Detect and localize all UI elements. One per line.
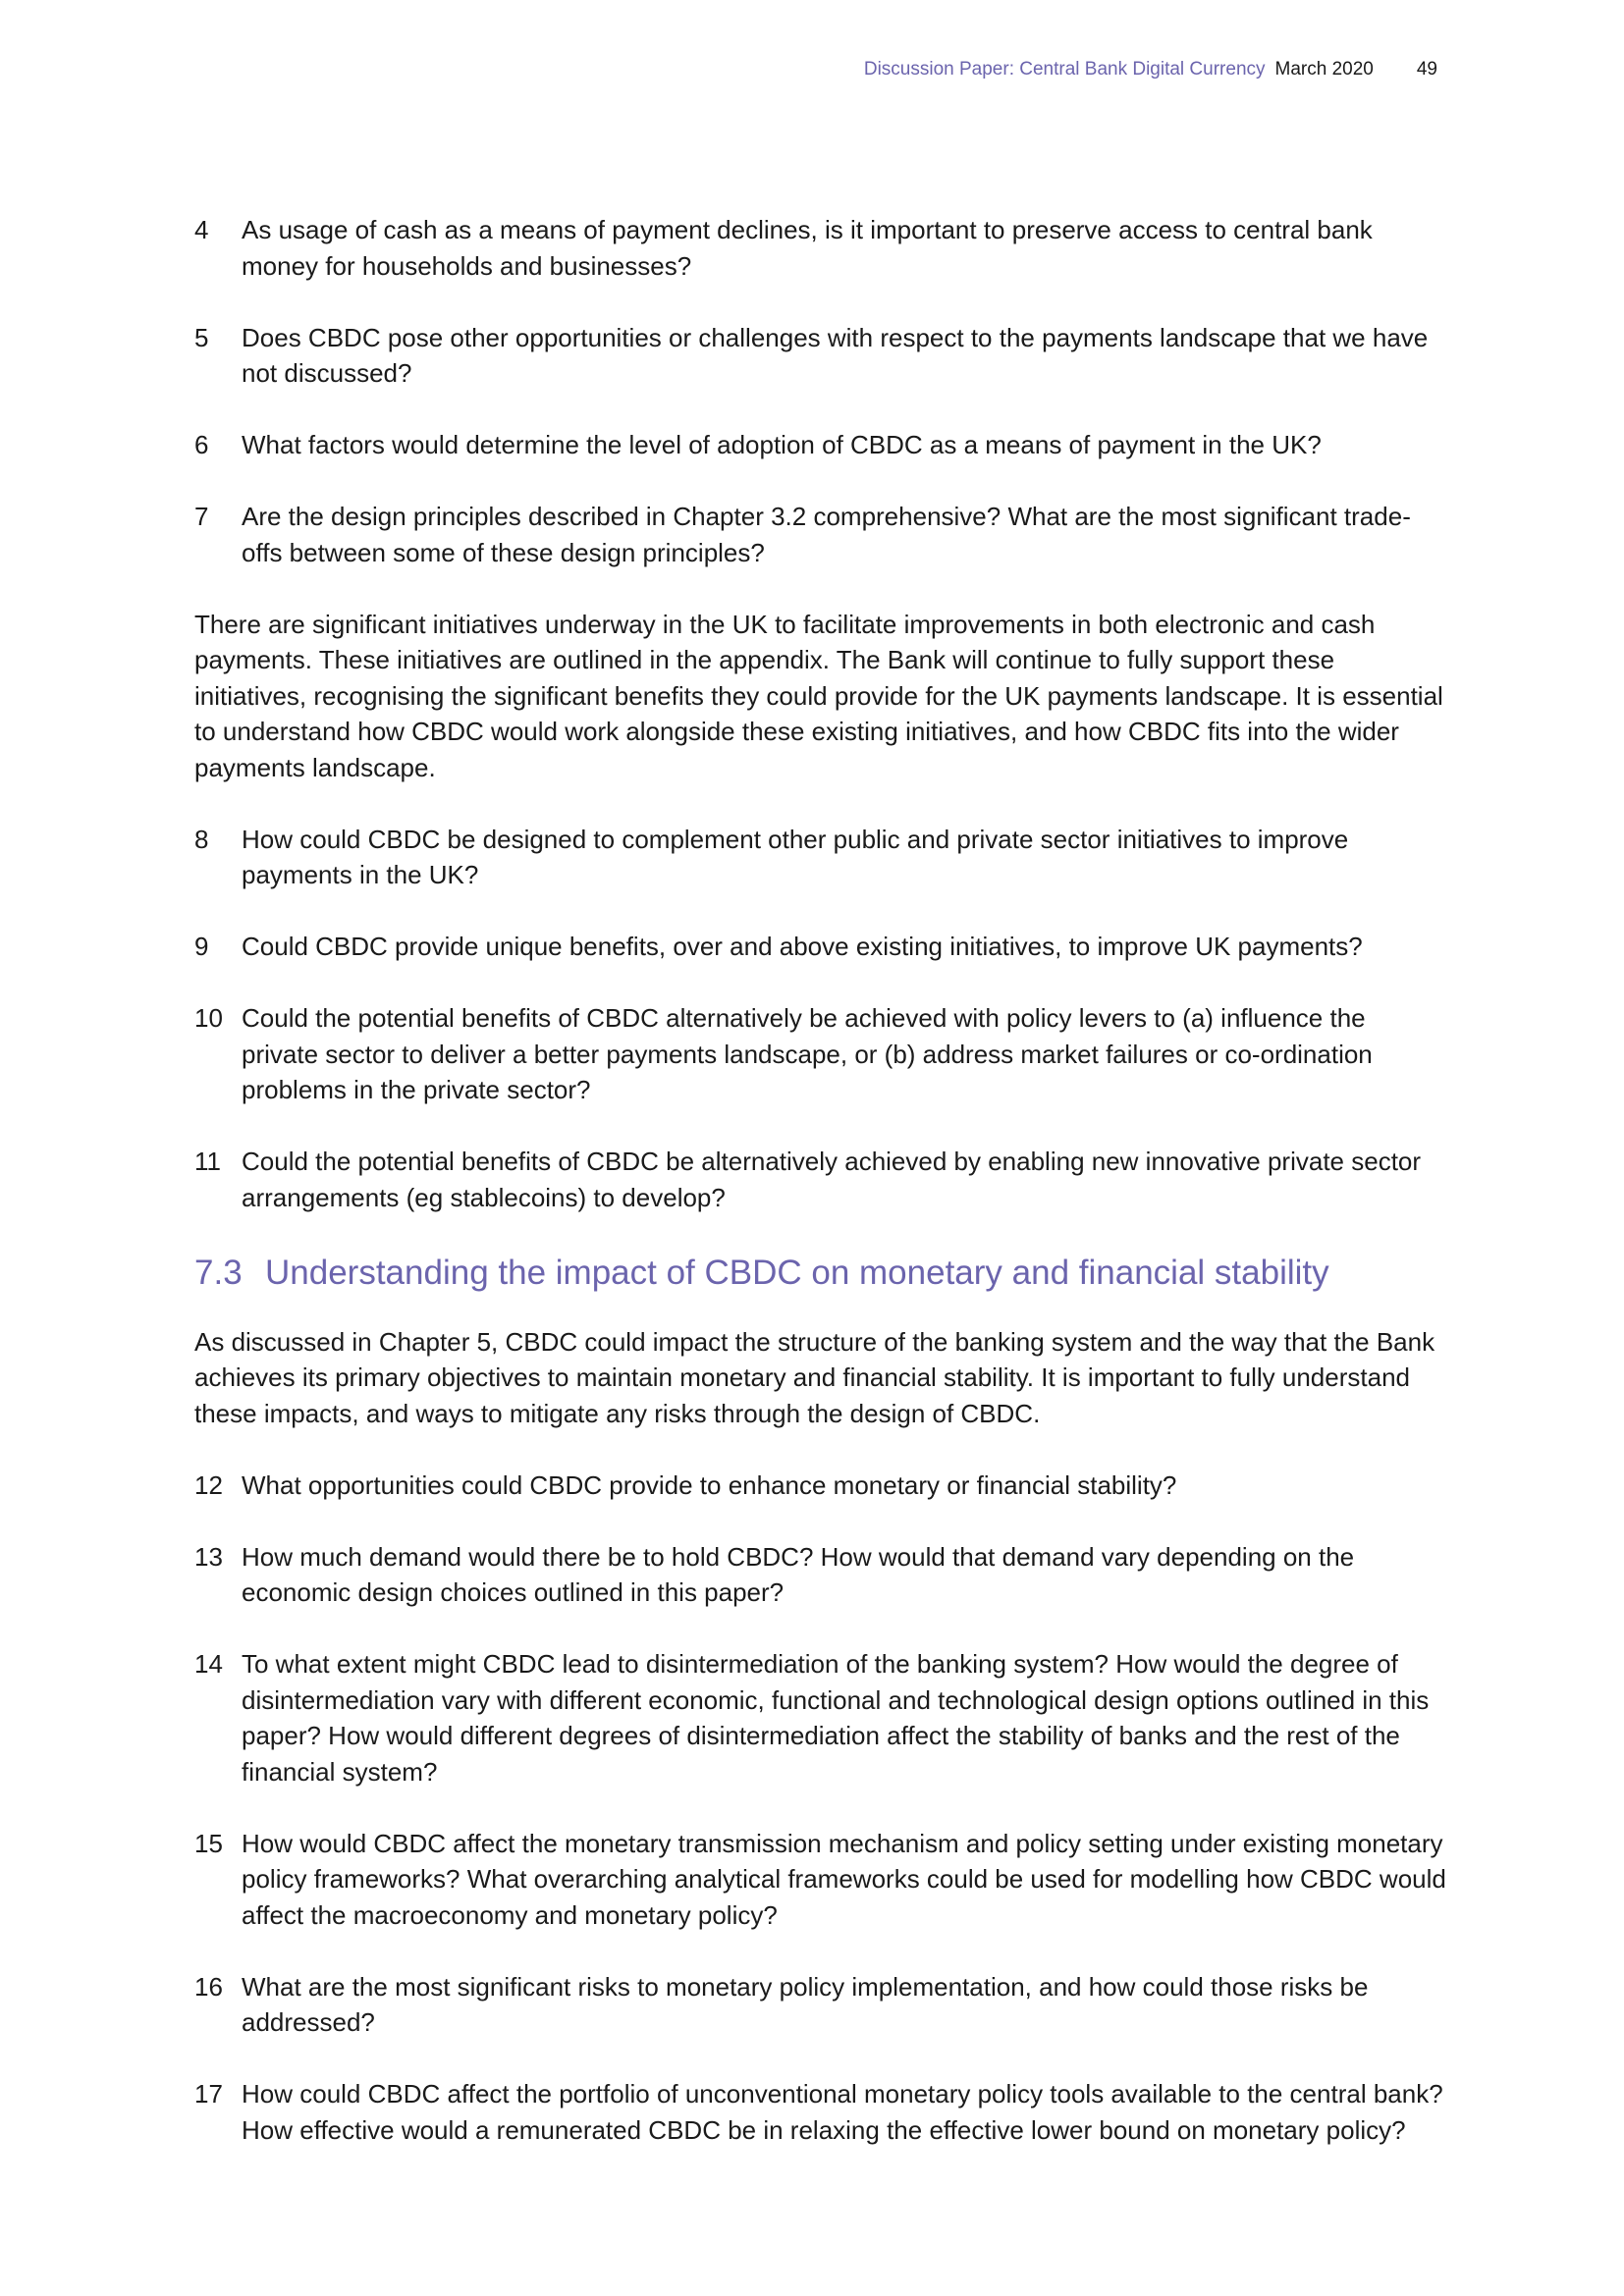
question-item [194, 1826, 1446, 1934]
question-item [194, 822, 1446, 893]
question-text: As usage of cash as a means of payment declines, is it important to preserve access to central bank money for households and businesses? [242, 215, 1373, 281]
question-text: To what extent might CBDC lead to disintermediation of the banking system? How would the degree of disintermediation vary with different economic, functional and technological design options outlined in this paper? How would different degrees of disintermediation affect the stability of banks and the rest of the financial system? [242, 1649, 1430, 1787]
question-number: 5 [194, 322, 209, 352]
question-item [194, 427, 1446, 463]
page-body [194, 212, 1446, 2184]
question-text: Are the design principles described in Chapter 3.2 comprehensive? What are the most significant trade-offs between some of these design principles? [242, 502, 1411, 567]
question-item [194, 929, 1446, 965]
section-heading [194, 1252, 1446, 1295]
section-title: Understanding the impact of CBDC on monetary and financial stability [265, 1253, 1329, 1292]
question-text: How could CBDC affect the portfolio of unconventional monetary policy tools available to the central bank? How effective would a remunerated CBDC be in relaxing the effective lower bound on monetary policy? [242, 2079, 1443, 2145]
question-text: Does CBDC pose other opportunities or challenges with respect to the payments landscape that we have not discussed? [242, 322, 1429, 388]
question-item [194, 1646, 1446, 1789]
question-item [194, 1468, 1446, 1504]
question-number: 17 [194, 2079, 223, 2109]
body-paragraph: As discussed in Chapter 5, CBDC could impact the structure of the banking system and the way that the Bank achieves its primary objectives to maintain monetary and financial stability. It is important to fully understand these impacts, and ways to mitigate any risks through the design of CBDC. [194, 1326, 1435, 1428]
document-date: March 2020 [1274, 59, 1374, 80]
question-number: 10 [194, 1003, 223, 1033]
page-number: 49 [1416, 59, 1437, 80]
question-number: 11 [194, 1147, 221, 1176]
question-number: 13 [194, 1541, 223, 1572]
question-text: How much demand would there be to hold CBDC? How would that demand vary depending on the economic design choices outlined in this paper? [242, 1541, 1355, 1607]
question-item [194, 212, 1446, 284]
document-title: Discussion Paper: Central Bank Digital Currency [863, 59, 1266, 80]
question-text: What are the most significant risks to monetary policy implementation, and how could those risks be addressed? [242, 1971, 1369, 2037]
question-text: What factors would determine the level of adoption of CBDC as a means of payment in the UK? [242, 430, 1322, 459]
question-text: Could the potential benefits of CBDC be alternatively achieved by enabling new innovative private sector arrangements (eg stablecoins) to develop? [242, 1147, 1422, 1212]
question-item [194, 2076, 1446, 2148]
question-number: 8 [194, 824, 209, 854]
question-number: 9 [194, 932, 209, 961]
question-number: 4 [194, 215, 209, 244]
question-number: 6 [194, 430, 209, 459]
running-header [864, 59, 1437, 80]
question-item [194, 1144, 1446, 1215]
question-text: Could CBDC provide unique benefits, over and above existing initiatives, to improve UK payments? [242, 932, 1363, 961]
question-item [194, 320, 1446, 392]
question-text: What opportunities could CBDC provide to enhance monetary or financial stability? [242, 1469, 1177, 1500]
question-item [194, 1000, 1446, 1108]
question-text: How would CBDC affect the monetary transmission mechanism and policy setting under existing monetary policy frameworks? What overarching analytical frameworks could be used for modelling how CBDC would affect the macroeconomy and monetary policy? [242, 1828, 1446, 1930]
question-item [194, 1969, 1446, 2041]
question-number: 16 [194, 1971, 223, 2002]
question-number: 7 [194, 502, 209, 531]
question-item [194, 1539, 1446, 1611]
question-number: 14 [194, 1649, 223, 1679]
section-number: 7.3 [194, 1253, 243, 1292]
question-number: 12 [194, 1469, 223, 1500]
question-text: How could CBDC be designed to complement other public and private sector initiatives to improve payments in the UK? [242, 824, 1349, 889]
question-text: Could the potential benefits of CBDC alternatively be achieved with policy levers to (a) influence the private sector to deliver a better payments landscape, or (b) address market failures or co-ordination problems in the private sector? [242, 1003, 1373, 1104]
body-paragraph: There are significant initiatives underway in the UK to facilitate improvements in both electronic and cash payments. These initiatives are outlined in the appendix. The Bank will continue to fully support these initiatives, recognising the significant benefits they could provide for the UK payments landscape. It is essential to understand how CBDC would work alongside these existing initiatives, and how CBDC fits into the wider payments landscape. [194, 609, 1443, 782]
question-item [194, 499, 1446, 570]
question-number: 15 [194, 1828, 223, 1858]
